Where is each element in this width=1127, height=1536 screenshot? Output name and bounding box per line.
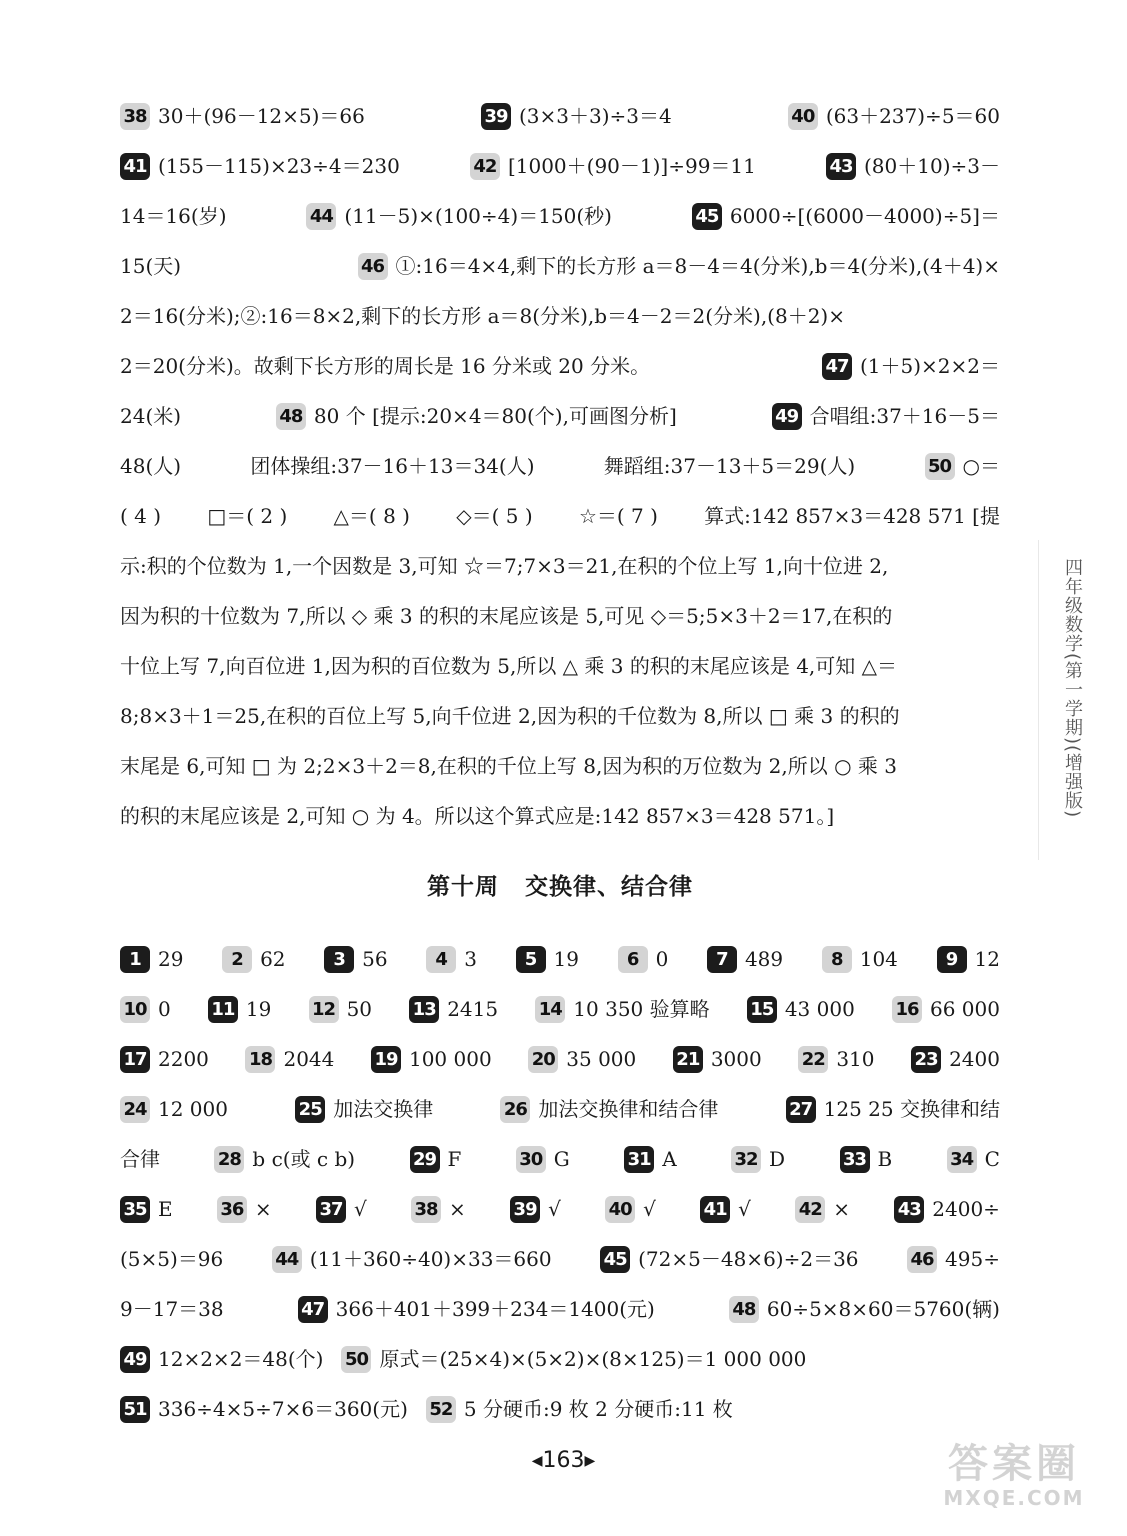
answer-item (673, 1034, 762, 1084)
question-number-badge: 30 (516, 1146, 546, 1173)
answer-item (535, 984, 709, 1034)
answer-item (120, 1234, 223, 1284)
answer-text: 24(米) (120, 404, 182, 428)
answer-line (120, 1134, 1000, 1184)
question-number-badge: 4 (426, 946, 456, 973)
question-number-badge: 38 (120, 103, 150, 130)
question-number-badge: 3 (324, 946, 354, 973)
question-number-badge: 6 (618, 946, 648, 973)
answer-item (120, 641, 897, 691)
answer-text: 104 (859, 947, 898, 971)
answer-text: [1000＋(90－1)]÷99＝11 (507, 154, 756, 178)
answer-text: F (447, 1147, 462, 1171)
answer-text: G (553, 1147, 570, 1171)
side-label: 四年级数学(第一学期)(增强版) (1062, 558, 1083, 819)
question-number-badge: 5 (516, 946, 546, 973)
answer-item (120, 91, 365, 141)
answer-text: 3 (464, 947, 477, 971)
answer-line (120, 791, 1000, 841)
answer-text: 6000÷[(6000－4000)÷5]＝ (729, 204, 1000, 228)
question-number-badge: 31 (624, 1146, 654, 1173)
answer-text: C (984, 1147, 1000, 1171)
answer-text: √ (643, 1197, 656, 1221)
answer-item (341, 1334, 806, 1384)
section-heading (120, 868, 1000, 901)
question-number-badge: 52 (426, 1396, 456, 1423)
answer-text: 48(人) (120, 454, 182, 478)
answer-line (120, 934, 1000, 984)
answer-line (120, 441, 1000, 491)
answer-item (207, 491, 287, 541)
question-number-badge: 47 (298, 1296, 328, 1323)
answer-text: 3000 (710, 1047, 762, 1071)
question-number-badge: 46 (358, 253, 388, 280)
question-number-badge: 32 (731, 1146, 761, 1173)
answer-text: 14＝16(岁) (120, 204, 227, 228)
answer-text: 2415 (447, 997, 499, 1021)
answer-item (707, 934, 783, 984)
answer-item (788, 91, 1000, 141)
side-margin (1038, 540, 1099, 860)
answer-item (120, 541, 888, 591)
answer-text: 100 000 (408, 1047, 492, 1071)
question-number-badge: 33 (840, 1146, 870, 1173)
question-number-badge: 2 (222, 946, 252, 973)
answer-text: 19 (245, 997, 272, 1021)
answer-text: D (769, 1147, 786, 1171)
answer-text: 的积的末尾应该是 2,可知 ○ 为 4。所以这个算式应是:142 857×3＝428 571。] (120, 804, 835, 828)
answer-text: 56 (362, 947, 388, 971)
answer-text: 62 (260, 947, 286, 971)
answer-text: 29 (158, 947, 184, 971)
answer-item (120, 984, 171, 1034)
answer-item (528, 1034, 636, 1084)
answer-text: 5 分硬币:9 枚 2 分硬币:11 枚 (463, 1397, 733, 1421)
answer-item (120, 241, 181, 291)
answer-text: 示:积的个位数为 1,一个因数是 3,可知 ☆＝7;7×3＝21,在积的个位上写 1,向十位进 2, (120, 554, 889, 578)
answer-text: 12 000 (158, 1097, 228, 1121)
answer-text: 125 25 交换律和结 (823, 1097, 1000, 1121)
answer-item (120, 1334, 323, 1384)
answer-text: 2＝20(分米)。故剩下长方形的周长是 16 分米或 20 分米。 (120, 354, 651, 378)
answer-item (120, 1134, 160, 1184)
answer-text: 9－17＝38 (120, 1297, 224, 1321)
answer-line (120, 1084, 1000, 1134)
answer-text: (72×5－48×6)÷2＝36 (638, 1247, 859, 1271)
answer-item (894, 1184, 1000, 1234)
answer-line (120, 291, 1000, 341)
question-number-badge: 22 (798, 1046, 828, 1073)
answer-item (410, 1134, 462, 1184)
answer-text: B (877, 1147, 893, 1171)
question-number-badge: 48 (729, 1296, 759, 1323)
question-number-badge: 10 (120, 996, 150, 1023)
arrow-left-icon: ◀ (531, 1453, 543, 1469)
answer-text: 495÷ (945, 1247, 1000, 1271)
question-number-badge: 37 (316, 1196, 346, 1223)
question-number-badge: 49 (120, 1346, 150, 1373)
question-number-badge: 34 (947, 1146, 977, 1173)
answer-item (822, 934, 898, 984)
answer-item (925, 441, 1000, 491)
answer-item (334, 491, 410, 541)
answer-item (120, 791, 834, 841)
answer-text: × (449, 1197, 466, 1221)
answer-text: 加法交换律和结合律 (538, 1097, 719, 1121)
answer-item (704, 491, 1000, 541)
answer-item (324, 934, 387, 984)
answer-text: 十位上写 7,向百位进 1,因为积的百位数为 5,所以 △ 乘 3 的积的末尾应该是 4,可知 △＝ (120, 654, 898, 678)
answer-item (700, 1184, 751, 1234)
question-number-badge: 36 (217, 1196, 247, 1223)
answer-item (470, 141, 756, 191)
answer-item (729, 1284, 1000, 1334)
answer-text: √ (548, 1197, 561, 1221)
answer-text: (80＋10)÷3－ (864, 154, 1000, 178)
answer-item (772, 391, 1000, 441)
answer-text: 30＋(96－12×5)＝66 (158, 104, 365, 128)
answer-text: 加法交换律 (333, 1097, 434, 1121)
answer-text: E (158, 1197, 173, 1221)
answer-text: A (662, 1147, 677, 1171)
answer-item (272, 1234, 552, 1284)
answer-item (731, 1134, 785, 1184)
answer-text: 80 个 [提示:20×4＝80(个),可画图分析] (313, 404, 677, 428)
answer-line (120, 591, 1000, 641)
answer-item (120, 1084, 228, 1134)
answer-text: 10 350 验算略 (573, 997, 710, 1021)
answer-text: ( 4 ) (120, 504, 162, 528)
answer-item (798, 1034, 874, 1084)
answer-text: (11＋360÷40)×33＝660 (309, 1247, 552, 1271)
question-number-badge: 40 (605, 1196, 635, 1223)
question-number-badge: 47 (822, 353, 852, 380)
answer-text: ①:16＝4×4,剩下的长方形 a＝8－4＝4(分米),b＝4(分米),(4＋4)× (395, 254, 1000, 278)
answer-line (120, 1334, 1000, 1384)
question-number-badge: 41 (700, 1196, 730, 1223)
question-number-badge: 15 (747, 996, 777, 1023)
answer-text: 366＋401＋399＋234＝1400(元) (335, 1297, 655, 1321)
answer-text: 489 (744, 947, 784, 971)
question-number-badge: 39 (481, 103, 511, 130)
watermark (919, 1442, 1109, 1522)
answer-item (120, 391, 181, 441)
question-number-badge: 18 (245, 1046, 275, 1073)
arrow-right-icon: ▶ (584, 1453, 596, 1469)
answer-item (120, 1384, 408, 1434)
question-number-badge: 16 (892, 996, 922, 1023)
answer-item (120, 934, 183, 984)
answer-item (120, 341, 650, 391)
question-number-badge: 28 (214, 1146, 244, 1173)
answer-text: √ (353, 1197, 367, 1221)
answer-item (510, 1184, 561, 1234)
answer-item (604, 441, 855, 491)
answer-text: (11－5)×(100÷4)＝150(秒) (344, 204, 612, 228)
answer-item (309, 984, 372, 1034)
answer-item (937, 934, 1000, 984)
answer-line (120, 691, 1000, 741)
heading-title: 交换律、结合律 (525, 874, 693, 900)
answer-text: 12 (974, 947, 1000, 971)
answer-item (692, 191, 1000, 241)
answer-line (120, 641, 1000, 691)
question-number-badge: 20 (528, 1046, 558, 1073)
answer-item (120, 291, 845, 341)
answer-text: 310 (836, 1047, 875, 1071)
answer-text: 团体操组:37－16＋13＝34(人) (250, 454, 535, 478)
question-number-badge: 19 (371, 1046, 401, 1073)
answer-text: 2＝16(分米);②:16＝8×2,剩下的长方形 a＝8(分米),b＝4－2＝2(分米),(8＋2)× (120, 304, 845, 328)
answer-text: 2400 (949, 1047, 1000, 1071)
answer-item (120, 1034, 209, 1084)
answer-item (516, 934, 579, 984)
heading-week: 第十周 (427, 874, 499, 900)
answer-block-week-ten (120, 934, 1000, 1434)
question-number-badge: 7 (707, 946, 737, 973)
question-number-badge: 13 (409, 996, 439, 1023)
answer-text: (1＋5)×2×2＝ (859, 354, 1000, 378)
answer-text: 合唱组:37＋16－5＝ (809, 404, 1000, 428)
answer-item (456, 491, 532, 541)
answer-item (295, 1084, 433, 1134)
answer-line (120, 391, 1000, 441)
answer-line (120, 1034, 1000, 1084)
answer-item (276, 391, 677, 441)
answer-text: (3×3＋3)÷3＝4 (518, 104, 672, 128)
question-number-badge: 24 (120, 1096, 150, 1123)
answer-item (120, 741, 897, 791)
answer-item (217, 1184, 272, 1234)
answer-text: 2400÷ (932, 1197, 1000, 1221)
answer-item (500, 1084, 718, 1134)
answer-item (795, 1184, 850, 1234)
answer-item (222, 934, 285, 984)
question-number-badge: 46 (907, 1246, 937, 1273)
answer-item (624, 1134, 676, 1184)
answer-line (120, 1284, 1000, 1334)
answer-text: 合律 (120, 1147, 160, 1171)
answer-text: (155－115)×23÷4＝230 (158, 154, 400, 178)
question-number-badge: 8 (822, 946, 852, 973)
question-number-badge: 26 (500, 1096, 530, 1123)
answer-line (120, 1184, 1000, 1234)
answer-item (245, 1034, 334, 1084)
answer-line (120, 141, 1000, 191)
answer-text: 35 000 (566, 1047, 637, 1071)
answer-block-previous-week (120, 91, 1000, 841)
question-number-badge: 9 (937, 946, 967, 973)
answer-item (516, 1134, 570, 1184)
answer-item (600, 1234, 858, 1284)
answer-line (120, 1234, 1000, 1284)
answer-text: 2044 (283, 1047, 335, 1071)
answer-text: × (833, 1197, 850, 1221)
question-number-badge: 42 (470, 153, 500, 180)
watermark-logo: 答案圈 (948, 1441, 1080, 1487)
answer-text: △＝( 8 ) (333, 504, 410, 528)
answer-line (120, 241, 1000, 291)
question-number-badge: 44 (306, 203, 336, 230)
answer-item (411, 1184, 466, 1234)
answer-text: 43 000 (784, 997, 855, 1021)
answer-item (579, 491, 658, 541)
answer-item (892, 984, 1000, 1034)
question-number-badge: 23 (911, 1046, 941, 1073)
answer-item (208, 984, 271, 1034)
answer-item (426, 934, 477, 984)
answer-text: 50 (346, 997, 373, 1021)
answer-line (120, 1384, 1000, 1434)
question-number-badge: 43 (894, 1196, 924, 1223)
question-number-badge: 48 (276, 403, 306, 430)
answer-item (911, 1034, 1000, 1084)
page-number-value: 163 (542, 1448, 585, 1473)
answer-text: 0 (158, 997, 171, 1021)
question-number-badge: 14 (535, 996, 565, 1023)
question-number-badge: 40 (788, 103, 818, 130)
answer-item (786, 1084, 1000, 1134)
answer-item (120, 441, 181, 491)
answer-line (120, 984, 1000, 1034)
watermark-url: MXQE.COM (943, 1486, 1085, 1510)
answer-text: 336÷4×5÷7×6＝360(元) (158, 1397, 408, 1421)
answer-text: (63＋237)÷5＝60 (825, 104, 1000, 128)
question-number-badge: 25 (295, 1096, 325, 1123)
answer-item (618, 934, 669, 984)
answer-text: 原式＝(25×4)×(5×2)×(8×125)＝1 000 000 (379, 1347, 807, 1371)
answer-text: □＝( 2 ) (207, 504, 288, 528)
answer-text: (5×5)＝96 (120, 1247, 224, 1271)
answer-text: 0 (655, 947, 669, 971)
question-number-badge: 21 (673, 1046, 703, 1073)
answer-item (214, 1134, 355, 1184)
answer-item (826, 141, 1000, 191)
question-number-badge: 42 (795, 1196, 825, 1223)
answer-text: 算式:142 857×3＝428 571 [提 (704, 504, 1000, 528)
answer-item (822, 341, 1000, 391)
question-number-badge: 39 (510, 1196, 540, 1223)
answer-text: 2200 (158, 1047, 209, 1071)
question-number-badge: 44 (272, 1246, 302, 1273)
answer-text: √ (738, 1197, 751, 1221)
question-number-badge: 1 (120, 946, 150, 973)
answer-item (120, 191, 227, 241)
answer-line (120, 191, 1000, 241)
answer-item (298, 1284, 655, 1334)
answer-item (747, 984, 855, 1034)
answer-item (371, 1034, 492, 1084)
answer-text: 15(天) (120, 254, 182, 278)
answer-text: ○＝ (962, 454, 1000, 478)
answer-item (120, 591, 892, 641)
answer-text: 末尾是 6,可知 □ 为 2;2×3＋2＝8,在积的千位上写 8,因为积的万位数为 2,所以 ○ 乘 3 (120, 754, 898, 778)
question-number-badge: 45 (692, 203, 722, 230)
answer-line (120, 491, 1000, 541)
question-number-badge: 29 (410, 1146, 440, 1173)
answer-item (907, 1234, 1000, 1284)
answer-text: b c(或 c b) (252, 1147, 356, 1171)
question-number-badge: 12 (309, 996, 339, 1023)
answer-line (120, 341, 1000, 391)
question-number-badge: 38 (411, 1196, 441, 1223)
answer-text: 舞蹈组:37－13＋5＝29(人) (603, 454, 856, 478)
question-number-badge: 27 (786, 1096, 816, 1123)
question-number-badge: 17 (120, 1046, 150, 1073)
answer-item (120, 691, 900, 741)
answer-text: ☆＝( 7 ) (578, 504, 658, 528)
answer-item (120, 1184, 173, 1234)
question-number-badge: 41 (120, 153, 150, 180)
answer-item (840, 1134, 893, 1184)
answer-line (120, 91, 1000, 141)
answer-item (306, 191, 612, 241)
answer-item (120, 141, 400, 191)
answer-text: ◇＝( 5 ) (456, 504, 533, 528)
question-number-badge: 50 (341, 1346, 371, 1373)
answer-text: 8;8×3＋1＝25,在积的百位上写 5,向千位进 2,因为积的千位数为 8,所以 □ 乘 3 的积的 (120, 704, 900, 728)
answer-item (947, 1134, 1000, 1184)
answer-line (120, 741, 1000, 791)
answer-text: 60÷5×8×60＝5760(辆) (766, 1297, 1000, 1321)
answer-text: 66 000 (930, 997, 1000, 1021)
question-number-badge: 43 (826, 153, 856, 180)
answer-item (120, 1284, 224, 1334)
answer-item (426, 1384, 733, 1434)
answer-line (120, 541, 1000, 591)
question-number-badge: 35 (120, 1196, 150, 1223)
question-number-badge: 50 (925, 453, 955, 480)
answer-item (358, 241, 1000, 291)
answer-text: 19 (553, 947, 579, 971)
answer-item (409, 984, 498, 1034)
answer-item (605, 1184, 656, 1234)
answer-item (481, 91, 672, 141)
question-number-badge: 11 (208, 996, 238, 1023)
answer-item (250, 441, 534, 491)
question-number-badge: 51 (120, 1396, 150, 1423)
answer-item (120, 491, 161, 541)
answer-item (316, 1184, 367, 1234)
question-number-badge: 49 (772, 403, 802, 430)
answer-text: × (254, 1197, 272, 1221)
answer-text: 12×2×2＝48(个) (158, 1347, 324, 1371)
answer-text: 因为积的十位数为 7,所以 ◇ 乘 3 的积的末尾应该是 5,可见 ◇＝5;5×3＋2＝17,在积的 (120, 604, 893, 628)
question-number-badge: 45 (600, 1246, 630, 1273)
